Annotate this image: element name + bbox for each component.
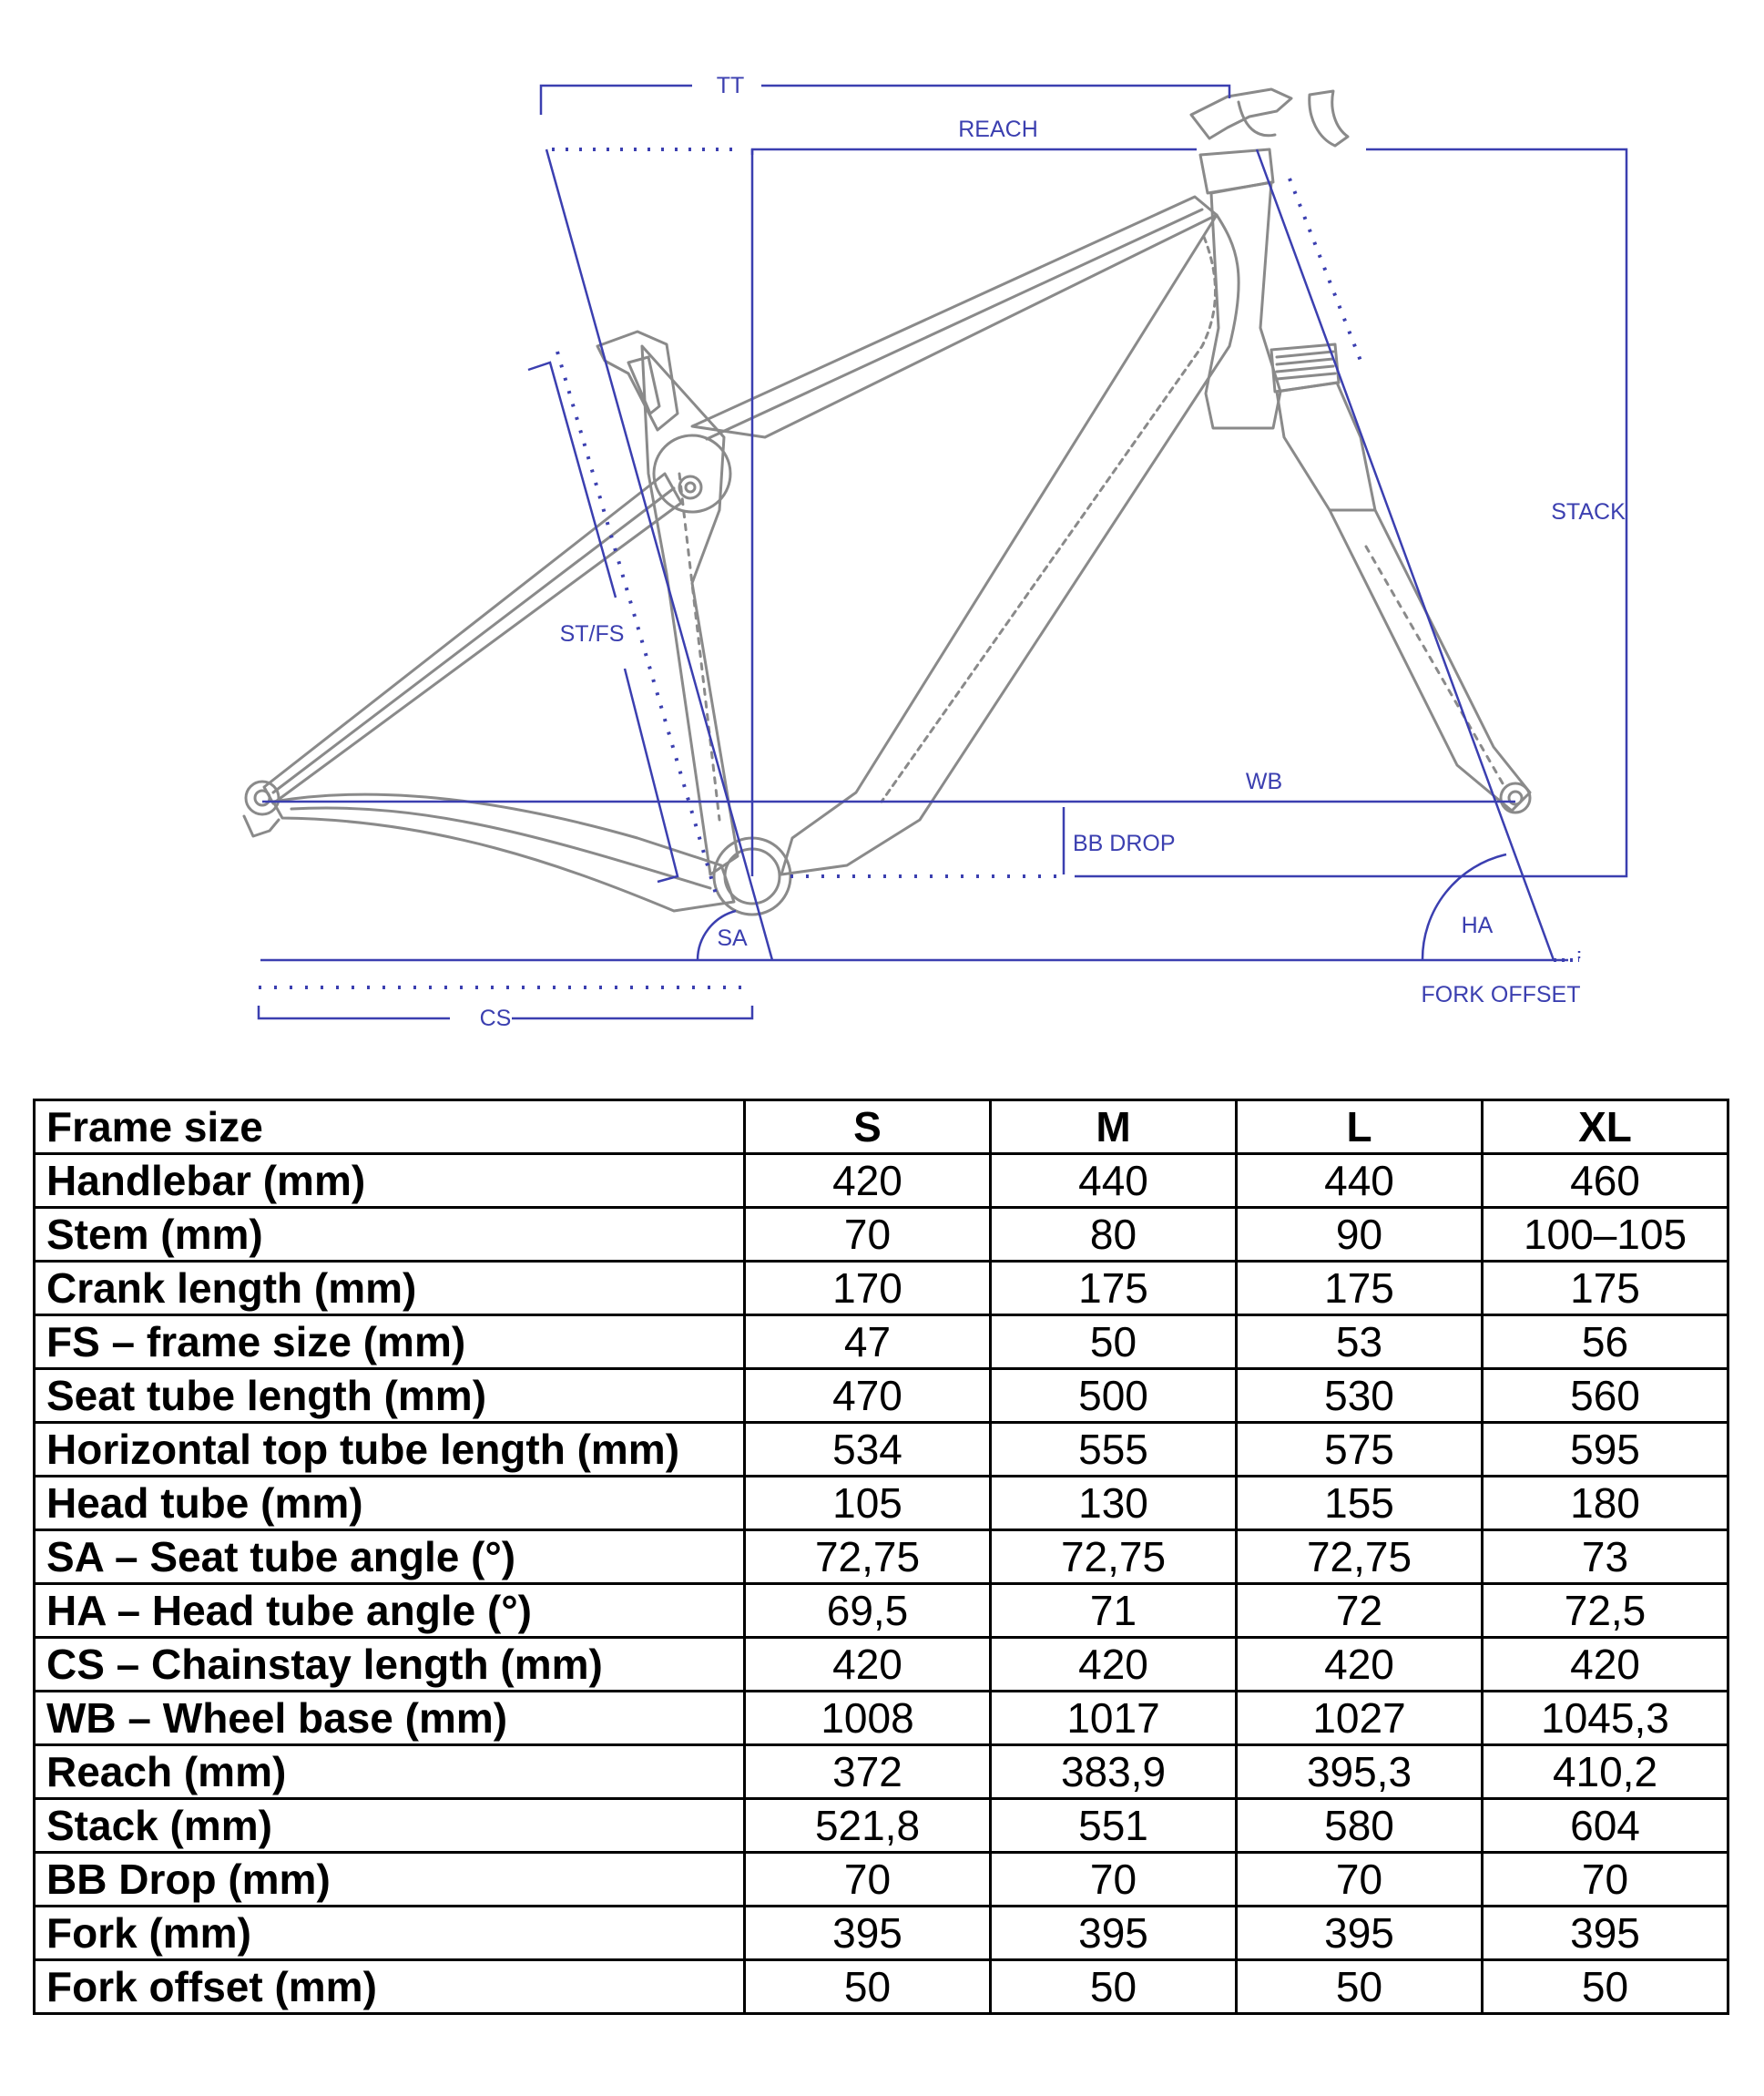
row-value: 1045,3 bbox=[1483, 1692, 1728, 1745]
label-cs: CS bbox=[479, 1006, 512, 1031]
row-value: 72 bbox=[1237, 1584, 1483, 1638]
row-value: 560 bbox=[1483, 1369, 1728, 1423]
row-value: 420 bbox=[745, 1638, 991, 1692]
geometry-table bbox=[33, 1099, 1729, 2015]
row-label: Fork offset (mm) bbox=[35, 1960, 745, 2014]
row-value: 530 bbox=[1237, 1369, 1483, 1423]
fork-leg-inner bbox=[1366, 547, 1503, 783]
row-value: 69,5 bbox=[745, 1584, 991, 1638]
row-value: 395,3 bbox=[1237, 1745, 1483, 1799]
rear-axle-inner bbox=[255, 791, 270, 805]
row-value: 72,5 bbox=[1483, 1584, 1728, 1638]
row-value: 595 bbox=[1483, 1423, 1728, 1477]
seat-tube-axis bbox=[546, 149, 772, 960]
label-fork-offset: FORK OFFSET bbox=[1421, 982, 1581, 1007]
row-value: 470 bbox=[745, 1369, 991, 1423]
header-size-m: M bbox=[991, 1100, 1237, 1154]
row-value: 175 bbox=[1483, 1262, 1728, 1315]
row-value: 50 bbox=[745, 1960, 991, 2014]
table-body bbox=[35, 1154, 1728, 2014]
row-value: 555 bbox=[991, 1423, 1237, 1477]
row-label: Fork (mm) bbox=[35, 1907, 745, 1960]
rear-axle bbox=[246, 782, 279, 814]
head-tube-axis bbox=[1257, 149, 1554, 960]
row-value: 70 bbox=[745, 1208, 991, 1262]
row-label: WB – Wheel base (mm) bbox=[35, 1692, 745, 1745]
label-ha: HA bbox=[1461, 913, 1494, 938]
row-label: HA – Head tube angle (°) bbox=[35, 1584, 745, 1638]
row-value: 53 bbox=[1237, 1315, 1483, 1369]
tt-dimension bbox=[541, 86, 1229, 115]
table-row bbox=[35, 1745, 1728, 1799]
row-value: 500 bbox=[991, 1369, 1237, 1423]
label-wb: WB bbox=[1245, 769, 1283, 794]
row-value: 551 bbox=[991, 1799, 1237, 1853]
fork-leg bbox=[1330, 510, 1530, 811]
row-value: 70 bbox=[1237, 1853, 1483, 1907]
row-value: 420 bbox=[745, 1154, 991, 1208]
table-row bbox=[35, 1530, 1728, 1584]
label-st-fs: ST/FS bbox=[559, 621, 625, 647]
row-value: 420 bbox=[1483, 1638, 1728, 1692]
row-value: 47 bbox=[745, 1315, 991, 1369]
down-tube bbox=[781, 215, 1239, 874]
row-value: 395 bbox=[991, 1907, 1237, 1960]
handlebar-clamp bbox=[1239, 91, 1348, 146]
row-value: 1027 bbox=[1237, 1692, 1483, 1745]
stack-dimension bbox=[1075, 149, 1626, 876]
table-header-row bbox=[35, 1100, 1728, 1154]
row-value: 420 bbox=[1237, 1638, 1483, 1692]
chain-stay bbox=[273, 794, 734, 911]
row-label: Stem (mm) bbox=[35, 1208, 745, 1262]
row-value: 580 bbox=[1237, 1799, 1483, 1853]
row-value: 50 bbox=[991, 1315, 1237, 1369]
row-value: 383,9 bbox=[991, 1745, 1237, 1799]
table-row bbox=[35, 1262, 1728, 1315]
row-value: 72,75 bbox=[745, 1530, 991, 1584]
row-value: 50 bbox=[1237, 1960, 1483, 2014]
header-size-l: L bbox=[1237, 1100, 1483, 1154]
chain-stay-inner bbox=[291, 808, 710, 888]
row-label: Reach (mm) bbox=[35, 1745, 745, 1799]
header-size-xl: XL bbox=[1483, 1100, 1728, 1154]
row-value: 420 bbox=[991, 1638, 1237, 1692]
row-value: 460 bbox=[1483, 1154, 1728, 1208]
table-row bbox=[35, 1369, 1728, 1423]
row-label: BB Drop (mm) bbox=[35, 1853, 745, 1907]
table-row bbox=[35, 1853, 1728, 1907]
row-value: 1017 bbox=[991, 1692, 1237, 1745]
row-value: 130 bbox=[991, 1477, 1237, 1530]
fork-upper bbox=[1277, 383, 1375, 510]
row-label: Seat tube length (mm) bbox=[35, 1369, 745, 1423]
top-tube bbox=[692, 197, 1217, 437]
row-value: 56 bbox=[1483, 1315, 1728, 1369]
row-value: 72,75 bbox=[991, 1530, 1237, 1584]
row-label: Head tube (mm) bbox=[35, 1477, 745, 1530]
row-value: 180 bbox=[1483, 1477, 1728, 1530]
row-value: 175 bbox=[991, 1262, 1237, 1315]
row-value: 70 bbox=[745, 1853, 991, 1907]
label-bb-drop: BB DROP bbox=[1073, 831, 1176, 856]
row-value: 155 bbox=[1237, 1477, 1483, 1530]
row-label: FS – frame size (mm) bbox=[35, 1315, 745, 1369]
row-value: 395 bbox=[1483, 1907, 1728, 1960]
row-value: 440 bbox=[1237, 1154, 1483, 1208]
row-value: 50 bbox=[991, 1960, 1237, 2014]
header-frame-size: Frame size bbox=[35, 1100, 745, 1154]
row-value: 105 bbox=[745, 1477, 991, 1530]
row-value: 70 bbox=[1483, 1853, 1728, 1907]
row-value: 440 bbox=[991, 1154, 1237, 1208]
label-tt: TT bbox=[716, 73, 745, 98]
down-tube-inner bbox=[882, 237, 1216, 802]
table-row bbox=[35, 1960, 1728, 2014]
bike-frame-drawing bbox=[244, 89, 1530, 915]
row-value: 604 bbox=[1483, 1799, 1728, 1853]
fork-crown-rings bbox=[1277, 352, 1335, 379]
dimension-lines bbox=[259, 86, 1626, 1018]
row-value: 175 bbox=[1237, 1262, 1483, 1315]
table-row bbox=[35, 1584, 1728, 1638]
seat-bolt bbox=[679, 476, 701, 498]
table-row bbox=[35, 1692, 1728, 1745]
seat-bolt-inner bbox=[686, 483, 695, 492]
rear-dropout bbox=[244, 816, 279, 836]
row-value: 410,2 bbox=[1483, 1745, 1728, 1799]
table-row bbox=[35, 1423, 1728, 1477]
row-value: 372 bbox=[745, 1745, 991, 1799]
row-label: Crank length (mm) bbox=[35, 1262, 745, 1315]
row-value: 73 bbox=[1483, 1530, 1728, 1584]
row-value: 50 bbox=[1483, 1960, 1728, 2014]
row-label: CS – Chainstay length (mm) bbox=[35, 1638, 745, 1692]
row-value: 575 bbox=[1237, 1423, 1483, 1477]
head-tube bbox=[1206, 182, 1280, 428]
headset-top bbox=[1200, 149, 1273, 193]
row-label: Stack (mm) bbox=[35, 1799, 745, 1853]
table-row bbox=[35, 1315, 1728, 1369]
row-value: 100–105 bbox=[1483, 1208, 1728, 1262]
table-row bbox=[35, 1477, 1728, 1530]
row-value: 80 bbox=[991, 1208, 1237, 1262]
reach-dimension bbox=[752, 149, 1197, 155]
table-row bbox=[35, 1208, 1728, 1262]
row-value: 395 bbox=[745, 1907, 991, 1960]
table-row bbox=[35, 1638, 1728, 1692]
row-value: 521,8 bbox=[745, 1799, 991, 1853]
table-row bbox=[35, 1907, 1728, 1960]
row-label: SA – Seat tube angle (°) bbox=[35, 1530, 745, 1584]
label-sa: SA bbox=[717, 925, 748, 951]
row-value: 534 bbox=[745, 1423, 991, 1477]
label-stack: STACK bbox=[1551, 499, 1626, 525]
row-label: Handlebar (mm) bbox=[35, 1154, 745, 1208]
row-value: 170 bbox=[745, 1262, 991, 1315]
row-value: 90 bbox=[1237, 1208, 1483, 1262]
row-value: 72,75 bbox=[1237, 1530, 1483, 1584]
row-value: 1008 bbox=[745, 1692, 991, 1745]
row-value: 70 bbox=[991, 1853, 1237, 1907]
row-value: 395 bbox=[1237, 1907, 1483, 1960]
row-value: 71 bbox=[991, 1584, 1237, 1638]
table-row bbox=[35, 1154, 1728, 1208]
header-size-s: S bbox=[745, 1100, 991, 1154]
ha-arc bbox=[1422, 854, 1506, 960]
row-label: Horizontal top tube length (mm) bbox=[35, 1423, 745, 1477]
top-tube-inner bbox=[707, 210, 1202, 439]
label-reach: REACH bbox=[958, 117, 1038, 142]
table-row bbox=[35, 1799, 1728, 1853]
